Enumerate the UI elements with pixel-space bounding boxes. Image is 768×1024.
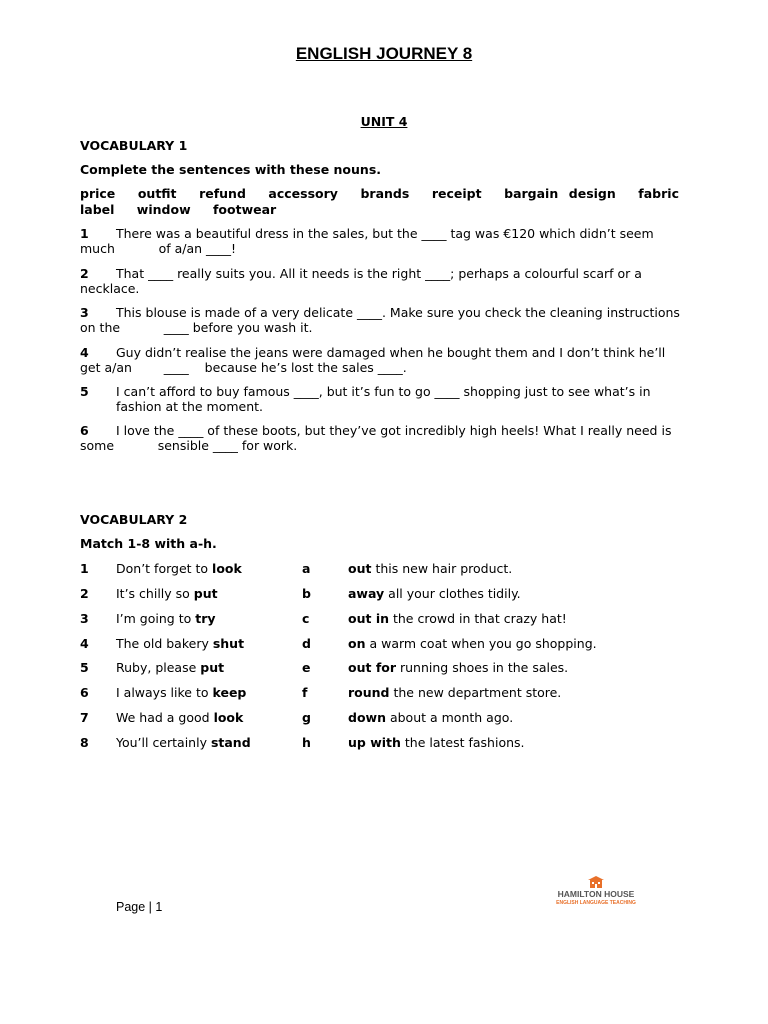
stem-verb: look xyxy=(212,561,242,576)
ending-text: a warm coat when you go shopping. xyxy=(365,636,597,651)
match-number: 1 xyxy=(80,561,89,576)
word-bank xyxy=(80,186,691,218)
stem-text: I’m going to xyxy=(116,611,196,626)
word-bank-item: refund xyxy=(199,186,246,201)
item-text: This blouse is made of a very delicate ____. Make sure you check the cleaning instructions xyxy=(116,305,680,320)
stem-verb: try xyxy=(195,611,216,626)
match-row xyxy=(80,660,700,678)
match-ending xyxy=(348,710,513,725)
stem-text: Don’t forget to xyxy=(116,561,213,576)
ending-text: the crowd in that crazy hat! xyxy=(389,611,567,626)
item-text-continued: some sensible ____ for work. xyxy=(80,438,298,453)
match-number: 2 xyxy=(80,586,89,601)
match-letter: e xyxy=(302,660,311,675)
match-row xyxy=(80,636,700,654)
match-stem xyxy=(116,611,216,626)
stem-verb: put xyxy=(193,586,218,601)
page-number: Page | 1 xyxy=(116,900,163,914)
stem-verb: look xyxy=(213,710,244,725)
match-row xyxy=(80,561,700,579)
ending-text: running shoes in the sales. xyxy=(396,660,569,675)
match-number: 7 xyxy=(80,710,89,725)
vocabulary-1-heading: VOCABULARY 1 xyxy=(80,138,188,153)
match-row xyxy=(80,611,700,629)
match-stem xyxy=(116,660,224,675)
match-stem xyxy=(116,636,244,651)
match-letter: d xyxy=(302,636,311,651)
match-stem xyxy=(116,735,251,750)
match-letter: b xyxy=(302,586,311,601)
match-letter: a xyxy=(302,561,311,576)
stem-text: I always like to xyxy=(116,685,213,700)
match-ending xyxy=(348,636,597,651)
word-bank-item: brands xyxy=(360,186,410,201)
vocab1-item xyxy=(80,305,700,335)
match-number: 3 xyxy=(80,611,89,626)
stem-text: It’s chilly so xyxy=(116,586,194,601)
word-bank-item: bargain design xyxy=(504,186,616,201)
item-number: 1 xyxy=(80,226,89,241)
ending-particle: down xyxy=(348,710,386,725)
item-text: There was a beautiful dress in the sales, but the ____ tag was €120 which didn’t seem xyxy=(116,226,654,241)
match-ending xyxy=(348,660,568,675)
item-number: 3 xyxy=(80,305,89,320)
match-number: 6 xyxy=(80,685,89,700)
match-row xyxy=(80,586,700,604)
stem-text: You’ll certainly xyxy=(116,735,211,750)
word-bank-item: label xyxy=(80,202,115,217)
item-text-continued: necklace. xyxy=(80,281,140,296)
ending-particle: out xyxy=(348,561,372,576)
match-stem xyxy=(116,685,246,700)
match-letter: g xyxy=(302,710,311,725)
ending-particle: out in xyxy=(348,611,389,626)
match-ending xyxy=(348,586,521,601)
ending-particle: away xyxy=(348,586,385,601)
match-stem xyxy=(116,561,242,576)
item-number: 6 xyxy=(80,423,89,438)
ending-particle: out for xyxy=(348,660,397,675)
hamilton-house-logo xyxy=(546,876,646,906)
logo-name: HAMILTON HOUSE xyxy=(557,889,635,899)
item-text: Guy didn’t realise the jeans were damaged when he bought them and I don’t think he’ll xyxy=(116,345,666,360)
item-text-continued: much of a/an ____! xyxy=(80,241,237,256)
match-letter: f xyxy=(302,685,308,700)
ending-particle: round xyxy=(348,685,390,700)
match-row xyxy=(80,710,700,728)
word-bank-item: accessory xyxy=(268,186,338,201)
stem-text: Ruby, please xyxy=(116,660,201,675)
item-text: I love the ____ of these boots, but they’ve got incredibly high heels! What I really need is xyxy=(116,423,672,438)
vocab1-item xyxy=(80,423,700,453)
vocab1-item xyxy=(80,266,700,296)
item-number: 2 xyxy=(80,266,89,281)
item-text: I can’t afford to buy famous ____, but it’s fun to go ____ shopping just to see what’s in xyxy=(116,384,651,399)
match-row xyxy=(80,685,700,703)
ending-text: all your clothes tidily. xyxy=(384,586,521,601)
word-bank-item: window xyxy=(136,202,191,217)
stem-text: We had a good xyxy=(116,710,214,725)
stem-verb: put xyxy=(200,660,225,675)
word-bank-item: outfit xyxy=(137,186,177,201)
word-bank-item: receipt xyxy=(431,186,482,201)
item-number: 4 xyxy=(80,345,89,360)
match-letter: c xyxy=(302,611,310,626)
vocab1-item xyxy=(80,226,700,256)
vocabulary-1-instruction: Complete the sentences with these nouns. xyxy=(80,162,382,177)
ending-particle: up with xyxy=(348,735,401,750)
match-stem xyxy=(116,710,243,725)
match-ending xyxy=(348,735,525,750)
match-number: 5 xyxy=(80,660,89,675)
ending-text: the new department store. xyxy=(389,685,562,700)
ending-text: this new hair product. xyxy=(371,561,513,576)
vocab1-item xyxy=(80,345,700,375)
match-number: 8 xyxy=(80,735,89,750)
logo-tagline: ENGLISH LANGUAGE TEACHING xyxy=(556,900,636,906)
stem-verb: keep xyxy=(212,685,247,700)
vocabulary-2-heading: VOCABULARY 2 xyxy=(80,512,188,527)
item-number: 5 xyxy=(80,384,89,399)
house-icon xyxy=(546,876,646,906)
document-title: ENGLISH JOURNEY 8 xyxy=(295,44,473,63)
match-ending xyxy=(348,685,561,700)
item-text-continued: get a/an ____ because he’s lost the sales ____. xyxy=(80,360,407,375)
word-bank-item: footwear xyxy=(212,202,277,217)
word-bank-item: fabric xyxy=(638,186,679,201)
stem-verb: shut xyxy=(212,636,245,651)
ending-text: the latest fashions. xyxy=(400,735,525,750)
unit-heading: UNIT 4 xyxy=(360,114,408,129)
ending-particle: on xyxy=(348,636,366,651)
vocabulary-2-instruction: Match 1-8 with a-h. xyxy=(80,536,217,551)
ending-text: about a month ago. xyxy=(385,710,514,725)
match-letter: h xyxy=(302,735,311,750)
item-text-continued: on the ____ before you wash it. xyxy=(80,320,313,335)
stem-text: The old bakery xyxy=(116,636,213,651)
match-row xyxy=(80,735,700,753)
item-text-continued: fashion at the moment. xyxy=(116,399,264,414)
word-bank-item: price xyxy=(80,186,116,201)
vocab1-item xyxy=(80,384,700,414)
match-ending xyxy=(348,611,567,626)
match-number: 4 xyxy=(80,636,89,651)
match-stem xyxy=(116,586,218,601)
match-ending xyxy=(348,561,512,576)
stem-verb: stand xyxy=(210,735,251,750)
item-text: That ____ really suits you. All it needs is the right ____; perhaps a colourful scarf or a xyxy=(116,266,642,281)
